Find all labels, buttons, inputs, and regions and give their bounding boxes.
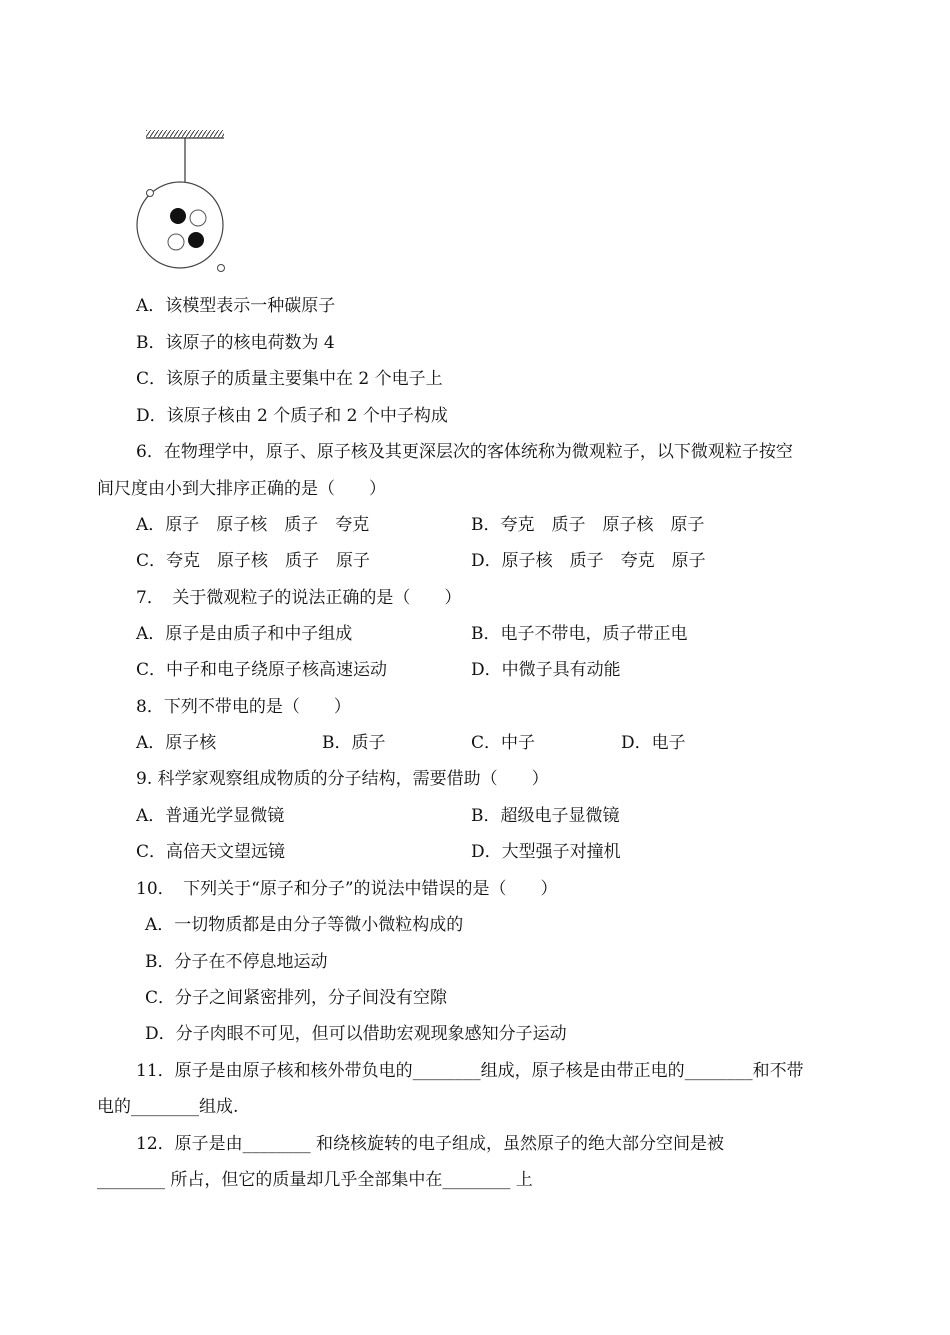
q8-option-b: B．质子 [322,733,386,753]
q7-option-a: A．原子是由质子和中子组成 [136,624,353,644]
q9-stem: 9. 科学家观察组成物质的分子结构，需要借助（ ） [136,769,549,789]
q5-option-b: B．该原子的核电荷数为 4 [136,333,335,353]
q6-stem-line1: 6．在物理学中，原子、原子核及其更深层次的客体统称为微观粒子，以下微观粒子按空 [136,442,793,462]
neutron [168,234,184,250]
q12-line1: 12．原子是由________ 和绕核旋转的电子组成，虽然原子的绝大部分空间是被 [136,1134,725,1154]
q8-option-c: C．中子 [471,733,536,753]
ceiling-support [146,130,224,138]
q8-stem: 8．下列不带电的是（ ） [136,697,351,717]
electron [218,265,225,272]
q7-stem: 7． 关于微观粒子的说法正确的是（ ） [136,588,462,608]
q9-option-d: D．大型强子对撞机 [471,842,621,862]
proton [170,208,186,224]
q10-option-b: B．分子在不停息地运动 [145,952,328,972]
q10-option-c: C．分子之间紧密排列，分子间没有空隙 [145,988,448,1008]
q10-option-a: A．一切物质都是由分子等微小微粒构成的 [145,915,464,935]
q7-option-d: D．中微子具有动能 [471,660,621,680]
q11-line2: 电的________组成. [97,1097,239,1117]
q8-option-a: A．原子核 [136,733,217,753]
q10-stem: 10． 下列关于“原子和分子”的说法中错误的是（ ） [136,879,558,899]
proton [188,232,204,248]
q7-option-b: B．电子不带电，质子带正电 [471,624,688,644]
q5-option-c: C．该原子的质量主要集中在 2 个电子上 [136,369,443,389]
q11-line1: 11．原子是由原子核和核外带负电的________组成，原子核是由带正电的________和不带 [136,1061,804,1081]
q6-stem-line2: 间尺度由小到大排序正确的是（ ） [97,479,386,499]
q6-option-b: B．夸克 质子 原子核 原子 [471,515,705,535]
q12-line2: ________ 所占，但它的质量却几乎全部集中在________ 上 [97,1170,533,1190]
q6-option-d: D．原子核 质子 夸克 原子 [471,551,706,571]
atom-model-figure [130,125,260,285]
q5-option-a: A．该模型表示一种碳原子 [136,296,336,316]
neutron [190,210,206,226]
nucleus [168,208,206,250]
q5-option-d: D．该原子核由 2 个质子和 2 个中子构成 [136,406,448,426]
q9-option-a: A．普通光学显微镜 [136,806,285,826]
q9-option-c: C．高倍天文望远镜 [136,842,286,862]
q6-option-a: A．原子 原子核 质子 夸克 [136,515,370,535]
electron [147,190,154,197]
q10-option-d: D．分子肉眼不可见，但可以借助宏观现象感知分子运动 [145,1024,567,1044]
q7-option-c: C．中子和电子绕原子核高速运动 [136,660,388,680]
q9-option-b: B．超级电子显微镜 [471,806,620,826]
q8-option-d: D．电子 [621,733,686,753]
q6-option-c: C．夸克 原子核 质子 原子 [136,551,371,571]
